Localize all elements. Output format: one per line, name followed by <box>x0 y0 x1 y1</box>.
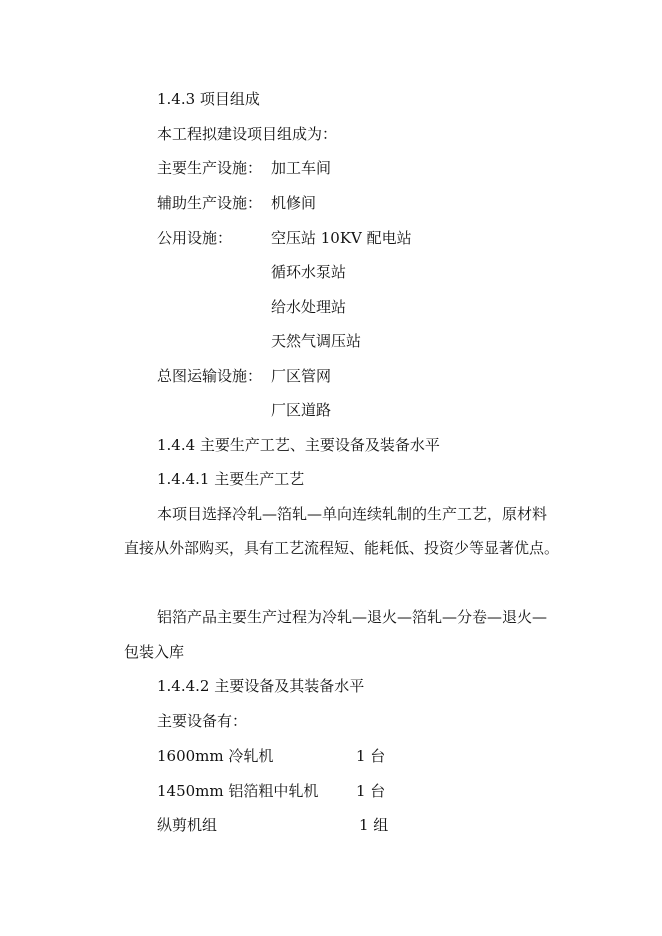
paragraph-process-line-1: 本项目选择冷轧—箔轧—单向连续轧制的生产工艺，原材料 <box>157 505 548 523</box>
equipment-qty-1: 1 台 <box>356 782 386 800</box>
facility-item-main-0: 加工车间 <box>271 159 332 177</box>
facility-item-utility-0: 空压站 10KV 配电站 <box>271 229 412 247</box>
section-heading-1-4-4-1: 1.4.4.1 主要生产工艺 <box>157 470 305 488</box>
facility-item-utility-2: 给水处理站 <box>271 298 347 316</box>
equipment-qty-2: 1 组 <box>359 816 389 834</box>
facility-label-main: 主要生产设施： <box>157 159 263 177</box>
section-heading-1-4-4: 1.4.4 主要生产工艺、主要设备及装备水平 <box>157 436 440 454</box>
facility-label-utility: 公用设施： <box>157 229 233 247</box>
facility-label-auxiliary: 辅助生产设施： <box>157 194 263 212</box>
facility-item-transport-1: 厂区道路 <box>271 401 332 419</box>
facility-label-transport: 总图运输设施： <box>157 367 263 385</box>
equipment-name-1: 1450mm 铝箔粗中轧机 <box>157 782 319 800</box>
section-heading-1-4-4-2: 1.4.4.2 主要设备及其装备水平 <box>157 677 365 695</box>
intro-text: 本工程拟建设项目组成为： <box>157 125 338 143</box>
equipment-name-2: 纵剪机组 <box>157 816 218 834</box>
facility-item-utility-1: 循环水泵站 <box>271 263 347 281</box>
facility-item-transport-0: 厂区管网 <box>271 367 332 385</box>
equipment-name-0: 1600mm 冷轧机 <box>157 747 274 765</box>
paragraph-production-line-1: 铝箔产品主要生产过程为冷轧—退火—箔轧—分卷—退火— <box>157 608 548 626</box>
equipment-intro: 主要设备有： <box>157 712 248 730</box>
equipment-qty-0: 1 台 <box>356 747 386 765</box>
paragraph-process-line-2: 直接从外部购买，具有工艺流程短、能耗低、投资少等显著优点。 <box>124 539 560 557</box>
facility-item-auxiliary-0: 机修间 <box>271 194 317 212</box>
facility-item-utility-3: 天然气调压站 <box>271 332 362 350</box>
section-heading-1-4-3: 1.4.3 项目组成 <box>157 90 260 108</box>
paragraph-production-line-2: 包装入库 <box>124 643 185 661</box>
